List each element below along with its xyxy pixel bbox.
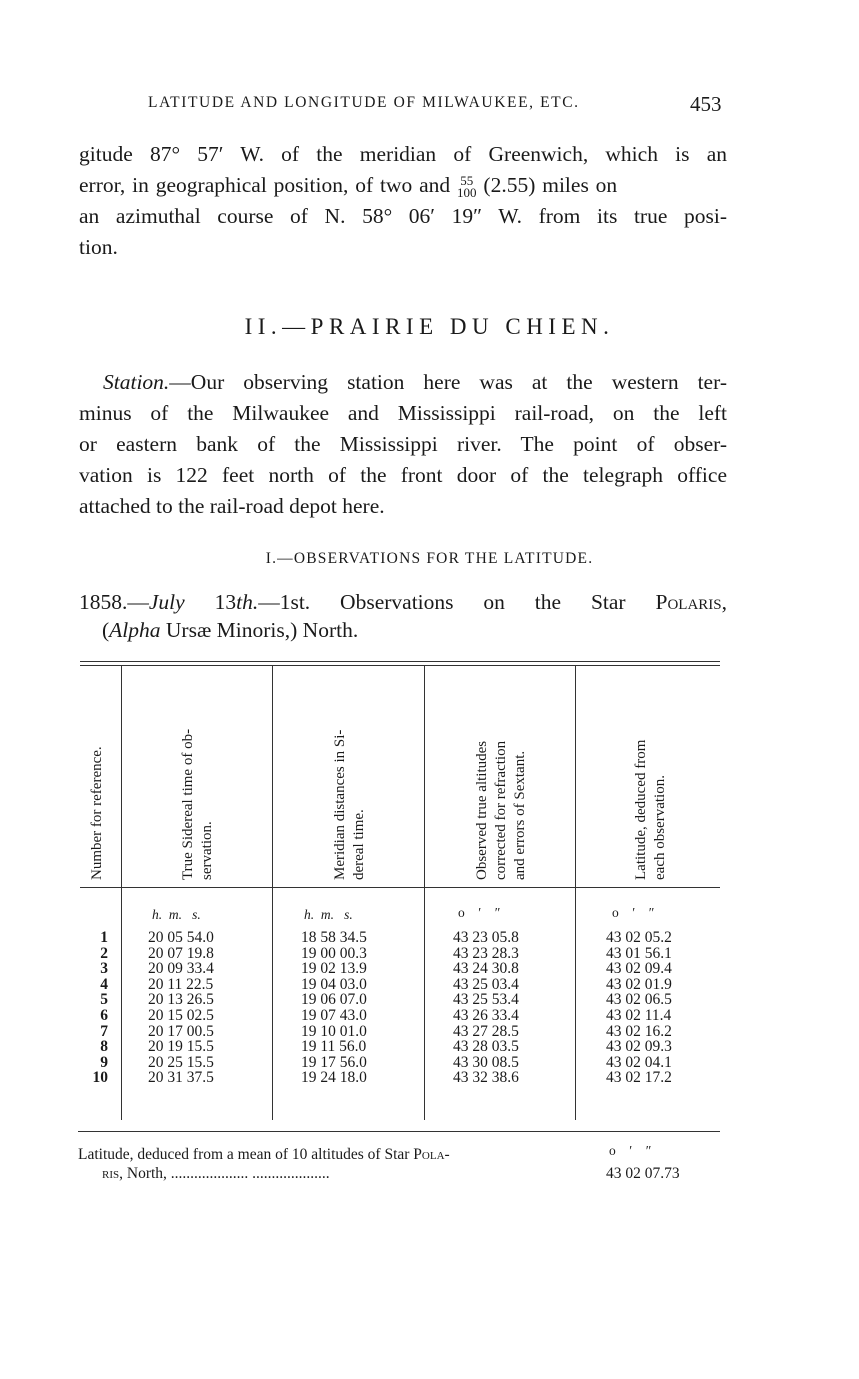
header-sidereal-time-2: servation. xyxy=(199,821,215,880)
sidereal-time-cell: 20 09 33.4 xyxy=(148,960,214,978)
reference-number: 3 xyxy=(100,960,108,978)
station-label: Station. xyxy=(103,370,170,394)
summary-text: Latitude, deduced from a mean of 10 altitudes of Star xyxy=(78,1146,414,1163)
observation-heading-line-1 xyxy=(79,587,727,618)
meridian-distance-cell: 19 07 43.0 xyxy=(301,1007,367,1024)
latitude-cell: 43 02 06.5 xyxy=(606,991,672,1009)
summary-line-2 xyxy=(102,1165,330,1183)
subsection-title: I.—OBSERVATIONS FOR THE LATITUDE. xyxy=(265,550,594,567)
header-altitudes-2: corrected for refraction xyxy=(493,740,509,880)
latitude-cell: 43 02 05.2 xyxy=(606,929,672,946)
intro-line-2-end: (2.55) miles on xyxy=(476,173,618,197)
latitude-cell: 43 02 11.4 xyxy=(606,1007,672,1024)
altitude-cell: 43 23 05.8 xyxy=(453,929,519,946)
summary-latitude-value: 43 02 07.73 xyxy=(606,1165,680,1182)
altitude-cell: 43 32 38.6 xyxy=(453,1069,519,1087)
sidereal-time-cell: 20 07 19.8 xyxy=(148,944,214,962)
observation-constellation: Ursæ Minoris,) North. xyxy=(160,618,359,642)
intro-line-4: tion. xyxy=(79,235,118,259)
units-altitude: o ′ ″ xyxy=(458,905,501,920)
sidereal-time-cell: 20 15 02.5 xyxy=(148,1007,214,1024)
observation-heading-line-2 xyxy=(102,618,358,643)
intro-line-2-start: error, in geographical position, of two and xyxy=(79,173,458,197)
station-paragraph xyxy=(79,367,727,522)
observation-dash: — xyxy=(127,590,149,614)
observation-year: 1858. xyxy=(79,590,128,614)
latitude-cell: 43 02 16.2 xyxy=(606,1022,672,1040)
latitude-cell: 43 02 04.1 xyxy=(606,1053,672,1071)
units-latitude: o ′ ″ xyxy=(612,905,655,920)
meridian-distance-cell: 19 06 07.0 xyxy=(301,991,367,1009)
observation-month: July xyxy=(148,590,185,614)
header-reference: Number for reference. xyxy=(89,746,105,880)
summary-star-cont: ris xyxy=(102,1165,120,1182)
altitude-cell: 43 28 03.5 xyxy=(453,1038,519,1056)
table-top-rule-2 xyxy=(80,665,720,666)
meridian-distance-cell: 19 02 13.9 xyxy=(301,960,367,978)
sidereal-time-cell: 20 31 37.5 xyxy=(148,1069,214,1087)
station-line-5: attached to the rail-road depot here. xyxy=(79,494,385,518)
station-line-2: minus of the Milwaukee and Mississippi rail-road, on the left xyxy=(79,401,727,425)
reference-number: 7 xyxy=(100,1022,108,1040)
intro-line-2 xyxy=(79,170,727,201)
header-sidereal-time-1: True Sidereal time of ob- xyxy=(180,728,196,880)
summary-star: Pola- xyxy=(413,1146,450,1163)
summary-line-1 xyxy=(78,1146,450,1164)
altitude-cell: 43 23 28.3 xyxy=(453,944,519,962)
header-meridian-distance-2: dereal time. xyxy=(351,809,367,880)
table-header-rule xyxy=(80,887,720,888)
latitude-cell: 43 02 09.4 xyxy=(606,960,672,978)
summary-units: o ′ ″ xyxy=(609,1143,652,1158)
meridian-distance-cell: 19 00 00.3 xyxy=(301,944,367,962)
reference-number: 8 xyxy=(100,1038,108,1056)
table-bottom-rule xyxy=(78,1131,720,1132)
meridian-distance-cell: 19 24 18.0 xyxy=(301,1069,367,1087)
header-latitude-2: each observation. xyxy=(652,775,668,880)
reference-number: 5 xyxy=(100,991,108,1009)
reference-number: 4 xyxy=(100,975,108,993)
units-meridian-distance: h. m. s. xyxy=(304,907,353,922)
meridian-distance-cell: 19 04 03.0 xyxy=(301,975,367,993)
units-sidereal-time: h. m. s. xyxy=(152,907,201,922)
station-line-1 xyxy=(79,367,727,398)
header-altitudes-3: and errors of Sextant. xyxy=(512,750,528,880)
sidereal-time-cell: 20 13 26.5 xyxy=(148,991,214,1009)
latitude-cell: 43 02 01.9 xyxy=(606,975,672,993)
column-divider-2 xyxy=(272,665,273,1120)
fraction-denominator: 100 xyxy=(457,185,477,201)
column-divider-3 xyxy=(424,665,425,1120)
intro-paragraph xyxy=(79,139,727,263)
column-divider-1 xyxy=(121,665,122,1120)
header-meridian-distance-1: Meridian distances in Si- xyxy=(332,729,348,880)
altitude-cell: 43 25 53.4 xyxy=(453,991,519,1009)
meridian-distance-cell: 19 17 56.0 xyxy=(301,1053,367,1071)
intro-line-3: an azimuthal course of N. 58° 06′ 19″ W. from its true posi- xyxy=(79,204,727,228)
fraction-numerator: 55 xyxy=(460,173,474,189)
header-altitudes-1: Observed true altitudes xyxy=(474,740,490,880)
running-title: LATITUDE AND LONGITUDE OF MILWAUKEE, ETC. xyxy=(148,94,580,111)
observation-alpha: Alpha xyxy=(109,618,161,642)
summary-leader: , North, .................... .................... xyxy=(119,1165,330,1182)
sidereal-time-cell: 20 05 54.0 xyxy=(148,929,214,946)
altitude-cell: 43 26 33.4 xyxy=(453,1007,519,1024)
meridian-distance-cell: 19 11 56.0 xyxy=(301,1038,367,1056)
meridian-distance-cell: 19 10 01.0 xyxy=(301,1022,367,1040)
latitude-cell: 43 02 09.3 xyxy=(606,1038,672,1056)
sidereal-time-cell: 20 25 15.5 xyxy=(148,1053,214,1071)
column-divider-4 xyxy=(575,665,576,1120)
intro-line-1: gitude 87° 57′ W. of the meridian of Greenwich, which is an xyxy=(79,142,727,166)
sidereal-time-cell: 20 19 15.5 xyxy=(148,1038,214,1056)
observation-day: 13 xyxy=(214,590,237,614)
table-top-rule xyxy=(80,661,720,662)
reference-number: 10 xyxy=(92,1069,108,1087)
observation-paren: ( xyxy=(102,618,110,642)
altitude-cell: 43 30 08.5 xyxy=(453,1053,519,1071)
station-line-1-text: —Our observing station here was at the western ter- xyxy=(169,370,727,394)
station-line-4: vation is 122 feet north of the front door of the telegraph office xyxy=(79,463,727,487)
latitude-cell: 43 01 56.1 xyxy=(606,944,672,962)
header-latitude-1: Latitude, deduced from xyxy=(633,739,649,880)
reference-number: 1 xyxy=(100,929,108,946)
altitude-cell: 43 25 03.4 xyxy=(453,975,519,993)
observation-star: Polaris, xyxy=(655,590,728,614)
observation-text: —1st. Observations on the Star xyxy=(258,590,656,614)
reference-number: 6 xyxy=(100,1007,108,1024)
reference-number: 9 xyxy=(100,1053,108,1071)
altitude-cell: 43 24 30.8 xyxy=(453,960,519,978)
meridian-distance-cell: 18 58 34.5 xyxy=(301,929,367,946)
sidereal-time-cell: 20 17 00.5 xyxy=(148,1022,214,1040)
station-line-3: or eastern bank of the Mississippi river. The point of obser- xyxy=(79,432,727,456)
sidereal-time-cell: 20 11 22.5 xyxy=(148,975,214,993)
observation-day-suffix: th. xyxy=(236,590,259,614)
page-number: 453 xyxy=(690,92,722,116)
fraction xyxy=(457,175,477,199)
altitude-cell: 43 27 28.5 xyxy=(453,1022,519,1040)
latitude-cell: 43 02 17.2 xyxy=(606,1069,672,1087)
section-title: II.—PRAIRIE DU CHIEN. xyxy=(244,314,615,339)
reference-number: 2 xyxy=(100,944,108,962)
